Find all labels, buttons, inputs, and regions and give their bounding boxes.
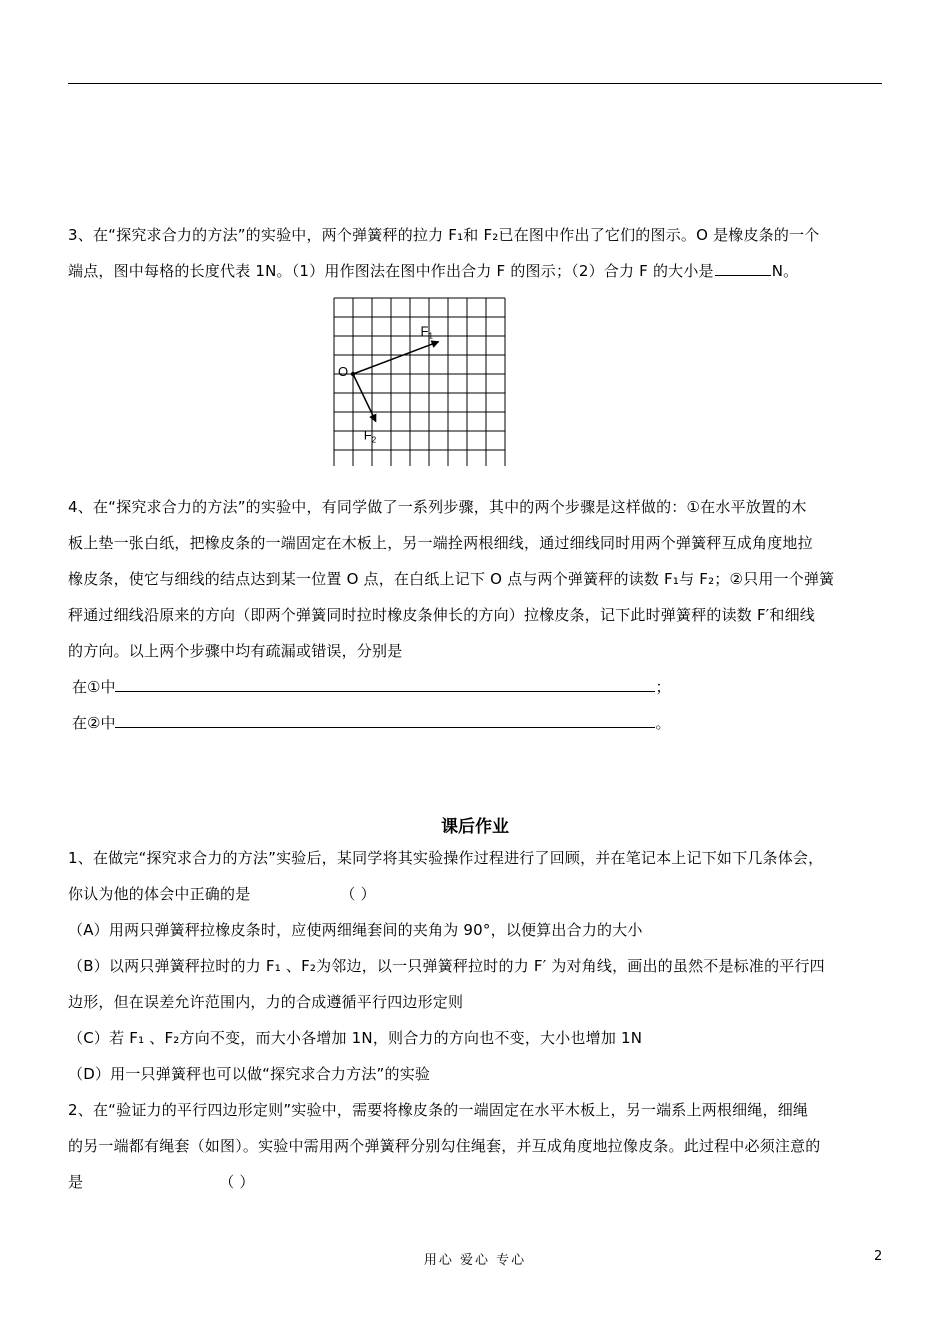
q4-fill-1 xyxy=(68,669,888,705)
f2-label: $F_2$ xyxy=(363,427,377,445)
h1-line-2-text: 你认为他的体会中正确的是 xyxy=(68,885,251,903)
option-c: （C）若 F₁ 、F₂方向不变，而大小各增加 1N，则合力的方向也不变，大小也增加 1N xyxy=(68,1029,643,1047)
homework-section xyxy=(68,840,888,1200)
fill-2-suffix: 。 xyxy=(655,714,671,732)
option-b-line-2: 边形，但在误差允许范围内，力的合成遵循平行四边形定则 xyxy=(68,993,464,1011)
option-a: （A）用两只弹簧秤拉橡皮条时，应使两细绳套间的夹角为 90°，以便算出合力的大小 xyxy=(68,921,643,939)
origin-point xyxy=(351,372,355,376)
h2-answer-paren[interactable]: （ ） xyxy=(219,1173,255,1191)
fill-1-suffix: ； xyxy=(655,678,671,696)
page-number: 2 xyxy=(874,1249,883,1264)
origin-label: O xyxy=(338,364,349,379)
question-4 xyxy=(68,489,888,741)
f1-label: $F_1$ xyxy=(420,323,433,341)
h1-line-1: 1、在做完“探究求合力的方法”实验后，某同学将其实验操作过程进行了回顾，并在笔记本上记下如下几条体会， xyxy=(68,849,824,867)
q4-line-1: 4、在“探究求合力的方法”的实验中，有同学做了一系列步骤，其中的两个步骤是这样做的：①在水平放置的木 xyxy=(68,498,807,516)
option-b-line-1: （B）以两只弹簧秤拉时的力 F₁ 、F₂为邻边，以一只弹簧秤拉时的力 F′ 为对角线，画出的虽然不是标准的平行四 xyxy=(68,957,825,975)
q3-line-2 xyxy=(68,253,888,289)
question-3 xyxy=(68,217,888,289)
q3-line-2-unit: N。 xyxy=(771,262,799,280)
q3-line-2-text: 端点，图中每格的长度代表 1N。（1）用作图法在图中作出合力 F 的图示；（2）合力 F 的大小是 xyxy=(68,262,714,280)
force-grid-svg xyxy=(330,294,510,466)
header-rule xyxy=(68,83,882,84)
q4-line-3: 橡皮条，使它与细线的结点达到某一位置 O 点，在白纸上记下 O 点与两个弹簧秤的读数 F₁与 F₂；②只用一个弹簧 xyxy=(68,570,835,588)
grid-lines xyxy=(334,298,505,466)
q4-line-5: 的方向。以上两个步骤中均有疏漏或错误，分别是 xyxy=(68,642,403,660)
fill-1-line[interactable] xyxy=(115,677,655,692)
homework-title: 课后作业 xyxy=(441,817,509,837)
force-vector-f1 xyxy=(353,342,439,374)
h1-line-2 xyxy=(68,876,888,912)
h1-answer-paren[interactable]: （ ） xyxy=(340,885,376,903)
h2-line-1: 2、在“验证力的平行四边形定则”实验中，需要将橡皮条的一端固定在水平木板上，另一端系上两根细绳，细绳 xyxy=(68,1101,809,1119)
answer-blank[interactable] xyxy=(715,260,771,276)
q4-line-2: 板上垫一张白纸，把橡皮条的一端固定在木板上，另一端拴两根细线，通过细线同时用两个弹簧秤互成角度地拉 xyxy=(68,534,813,552)
q4-fill-2 xyxy=(68,705,888,741)
h2-line-3-text: 是 xyxy=(68,1173,84,1191)
fill-1-prefix: 在①中 xyxy=(72,678,116,696)
q3-line-1: 3、在“探究求合力的方法”的实验中，两个弹簧秤的拉力 F₁和 F₂已在图中作出了它们的图示。O 是橡皮条的一个 xyxy=(68,226,820,244)
fill-2-line[interactable] xyxy=(115,713,655,728)
fill-2-prefix: 在②中 xyxy=(72,714,116,732)
q4-line-4: 秤通过细线沿原来的方向（即两个弹簧同时拉时橡皮条伸长的方向）拉橡皮条，记下此时弹簧秤的读数 F′和细线 xyxy=(68,606,816,624)
h2-line-3 xyxy=(68,1164,888,1200)
h2-line-2: 的另一端都有绳套（如图）。实验中需用两个弹簧秤分别勾住绳套，并互成角度地拉像皮条。此过程中必须注意的 xyxy=(68,1137,821,1155)
force-diagram xyxy=(330,294,510,466)
footer-motto: 用心 爱心 专心 xyxy=(423,1253,527,1268)
option-d: （D）用一只弹簧秤也可以做“探究求合力方法”的实验 xyxy=(68,1065,431,1083)
